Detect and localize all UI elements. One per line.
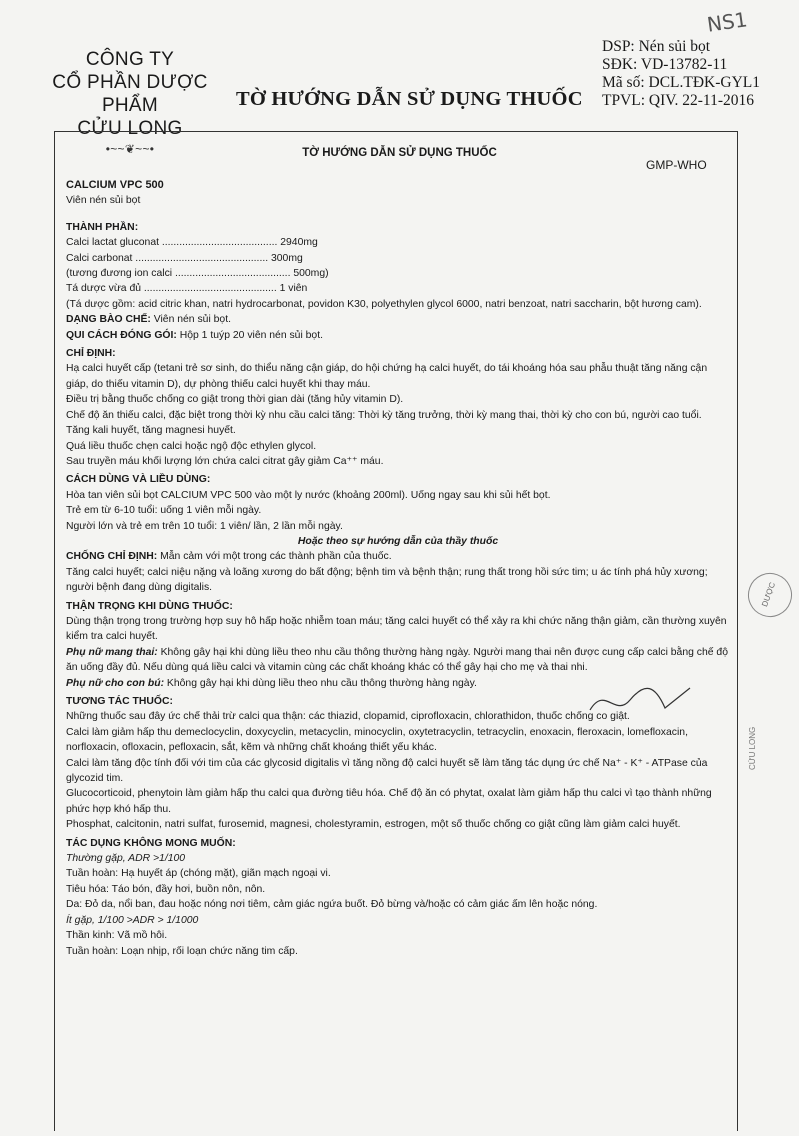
reg-line: TPVL: QIV. 22-11-2016 — [602, 92, 754, 109]
form-label: DẠNG BÀO CHẾ: — [66, 314, 151, 326]
packing-text: Hộp 1 tuýp 20 viên nén sủi bọt. — [176, 329, 323, 341]
composition-line: (tương đương ion calci ........................................ 500mg) — [66, 268, 329, 280]
interaction-line: Calci làm tăng độc tính đối với tim của các glycosid digitalis vì tăng nồng độ calci huyết sẽ làm tăng tác dụng ức chế Na⁺ - K⁺ - ATPase của glycozid tim. — [66, 757, 708, 785]
side-effect-line: Tiêu hóa: Táo bón, đầy hơi, buồn nôn, nôn. — [66, 883, 266, 895]
precautions-heading: THẬN TRỌNG KHI DÙNG THUỐC: — [66, 600, 233, 612]
indication-line: Quá liều thuốc chẹn calci hoặc ngộ độc ethylen glycol. — [66, 440, 317, 452]
contraindications-label: CHỐNG CHỈ ĐỊNH: — [66, 551, 158, 563]
gmp-label: GMP-WHO — [646, 158, 707, 172]
dosage-form: Viên nén sủi bọt — [66, 195, 141, 207]
form-text: Viên nén sủi bọt. — [150, 314, 231, 326]
precaution-line: Dùng thận trọng trong trường hợp suy hô hấp hoặc nhiễm toan máu; tăng calci huyết có thể xảy ra khi chức năng thận giảm, cần thường xuyên kiểm tra calci huyết. — [66, 615, 727, 643]
dosage-line: Trẻ em từ 6-10 tuổi: uống 1 viên mỗi ngày. — [66, 505, 262, 517]
indication-line: Tăng kali huyết, tăng magnesi huyết. — [66, 425, 236, 437]
side-effect-line: Da: Đỏ da, nổi ban, đau hoặc nóng nơi tiêm, cảm giác ngứa buốt. Đỏ bừng và/hoặc có cảm giác ấm lên hoặc nóng. — [66, 899, 598, 911]
leaflet-content — [66, 178, 730, 959]
company-line: CỔ PHẦN DƯỢC PHẨM — [52, 72, 208, 116]
packing-label: QUI CÁCH ĐÓNG GÓI: — [66, 329, 177, 341]
handwritten-mark: NS1 — [705, 7, 749, 37]
reg-line: Mã số: DCL.TĐK-GYL1 — [602, 74, 760, 91]
lactation-label: Phụ nữ cho con bú: — [66, 677, 165, 689]
indication-line: Sau truyền máu khối lượng lớn chứa calci citrat gây giảm Ca⁺⁺ máu. — [66, 455, 384, 467]
leaflet-title: TỜ HƯỚNG DẪN SỬ DỤNG THUỐC — [302, 147, 497, 159]
interaction-line: Calci làm giảm hấp thu demeclocyclin, doxycyclin, metacyclin, minocyclin, oxytetracyclin, tetracyclin, enoxacin, fleroxacin, lomefloxacin, norfloxacin, ofloxacin, pefloxacin, sắt, kẽm và những chất khoáng thiết yếu khác. — [66, 726, 688, 754]
company-line: CỬU LONG — [77, 118, 183, 139]
pregnancy-label: Phụ nữ mang thai: — [66, 646, 158, 658]
indications-heading: CHỈ ĐỊNH: — [66, 348, 116, 360]
ornament-divider: •~~❦~~• — [105, 142, 155, 156]
indication-line: Chế độ ăn thiếu calci, đặc biệt trong thời kỳ nhu cầu calci tăng: Thời kỳ tăng trưởng, thời kỳ mang thai, thời kỳ cho con bú, người cao tuổi. — [66, 409, 702, 421]
side-effect-line: Thần kinh: Vã mồ hôi. — [66, 930, 168, 942]
reg-line: DSP: Nén sủi bọt — [602, 38, 711, 55]
round-stamp: DƯỢC — [742, 567, 798, 623]
composition-heading: THÀNH PHẦN: — [66, 221, 139, 233]
pregnancy-row — [66, 645, 730, 676]
company-line: CÔNG TY — [85, 49, 175, 70]
document-title: TỜ HƯỚNG DẪN SỬ DỤNG THUỐC — [236, 88, 583, 110]
interaction-line: Phosphat, calcitonin, natri sulfat, furosemid, magnesi, cholestyramin, estrogen, một số thuốc chống co giật cũng làm giảm calci huyết. — [66, 819, 681, 831]
interaction-line: Glucocorticoid, phenytoin làm giảm hấp thu calci qua đường tiêu hóa. Chế độ ăn có phytat, oxalat làm giảm hấp thu calci vì tạo thành những phức hợp khó hấp thu. — [66, 788, 712, 815]
frequency-common: Thường gặp, ADR >1/100 — [66, 853, 186, 865]
composition-line: Calci lactat gluconat ........................................ 2940mg — [66, 237, 318, 249]
packing-row — [66, 328, 730, 343]
interactions-heading: TƯƠNG TÁC THUỐC: — [66, 696, 173, 707]
drug-name: CALCIUM VPC 500 — [66, 179, 164, 191]
side-effects-heading: TÁC DỤNG KHÔNG MONG MUỐN: — [66, 837, 236, 849]
indication-line: Điều trị bằng thuốc chống co giật trong thời gian dài (tăng hủy vitamin D). — [66, 394, 404, 406]
lactation-text: Không gây hại khi dùng liều theo nhu cầu thông thường hàng ngày. — [164, 677, 477, 689]
side-stamp: CỬU LONG — [748, 726, 757, 770]
reg-line: SĐK: VD-13782-11 — [602, 56, 728, 73]
contraindication-line: Tăng calci huyết; calci niệu nặng và loãng xương do bất động; bệnh tim và bệnh thận; rung thất trong hồi sức tim; u ác tính phá hủy xương; người bệnh đang dùng digitalis. — [66, 566, 708, 594]
side-effect-line: Tuần hoàn: Hạ huyết áp (chóng mặt), giãn mạch ngoại vi. — [66, 868, 331, 880]
contraindications-text: Mẫn cảm với một trong các thành phần của thuốc. — [157, 551, 392, 563]
composition-line: Tá dược vừa đủ .............................................. 1 viên — [66, 283, 308, 295]
registration-info — [602, 38, 760, 110]
composition-line: (Tá dược gồm: acid citric khan, natri hydrocarbonat, povidon K30, polyethylen glycol 6000, natri benzoat, natri saccharin, bột hương cam). — [66, 298, 702, 310]
dosage-note: Hoặc theo sự hướng dẫn của thầy thuốc — [297, 535, 499, 547]
contraindications-row — [66, 549, 730, 564]
pregnancy-text: Không gây hại khi dùng liều theo nhu cầu thông thường hàng ngày. Người mang thai nên được cung cấp calci bằng chế độ ăn uống đầy đủ. Nếu dùng quá liều calci và vitamin cùng các chất khoáng khác có thể gây hại cho mẹ và thai nhi. — [66, 646, 728, 674]
dosage-line: Hòa tan viên sủi bọt CALCIUM VPC 500 vào một ly nước (khoảng 200ml). Uống ngay sau khi sủi hết bọt. — [66, 489, 551, 501]
interaction-line: Những thuốc sau đây ức chế thải trừ calci qua thận: các thiazid, clopamid, ciprofloxacin, chlorathidon, thuốc chống co giật. — [66, 711, 630, 723]
indication-line: Hạ calci huyết cấp (tetani trẻ sơ sinh, do thiểu năng cận giáp, do hội chứng hạ calci huyết, do tái khoáng hóa sau phẫu thuật tăng năng cận giáp, do thiếu vitamin D), dự phòng thiếu calci huyết khi thay máu. — [66, 363, 708, 390]
frequency-uncommon: Ít gặp, 1/100 >ADR > 1/1000 — [66, 914, 199, 926]
dosage-line: Người lớn và trẻ em trên 10 tuổi: 1 viên/ lần, 2 lần mỗi ngày. — [66, 520, 343, 532]
form-row — [66, 312, 730, 327]
side-effect-line: Tuần hoàn: Loạn nhịp, rối loạn chức năng tim cấp. — [66, 945, 298, 957]
signature-scribble — [585, 680, 695, 720]
dosage-heading: CÁCH DÙNG VÀ LIỀU DÙNG: — [66, 474, 211, 486]
composition-line: Calci carbonat .............................................. 300mg — [66, 252, 303, 264]
